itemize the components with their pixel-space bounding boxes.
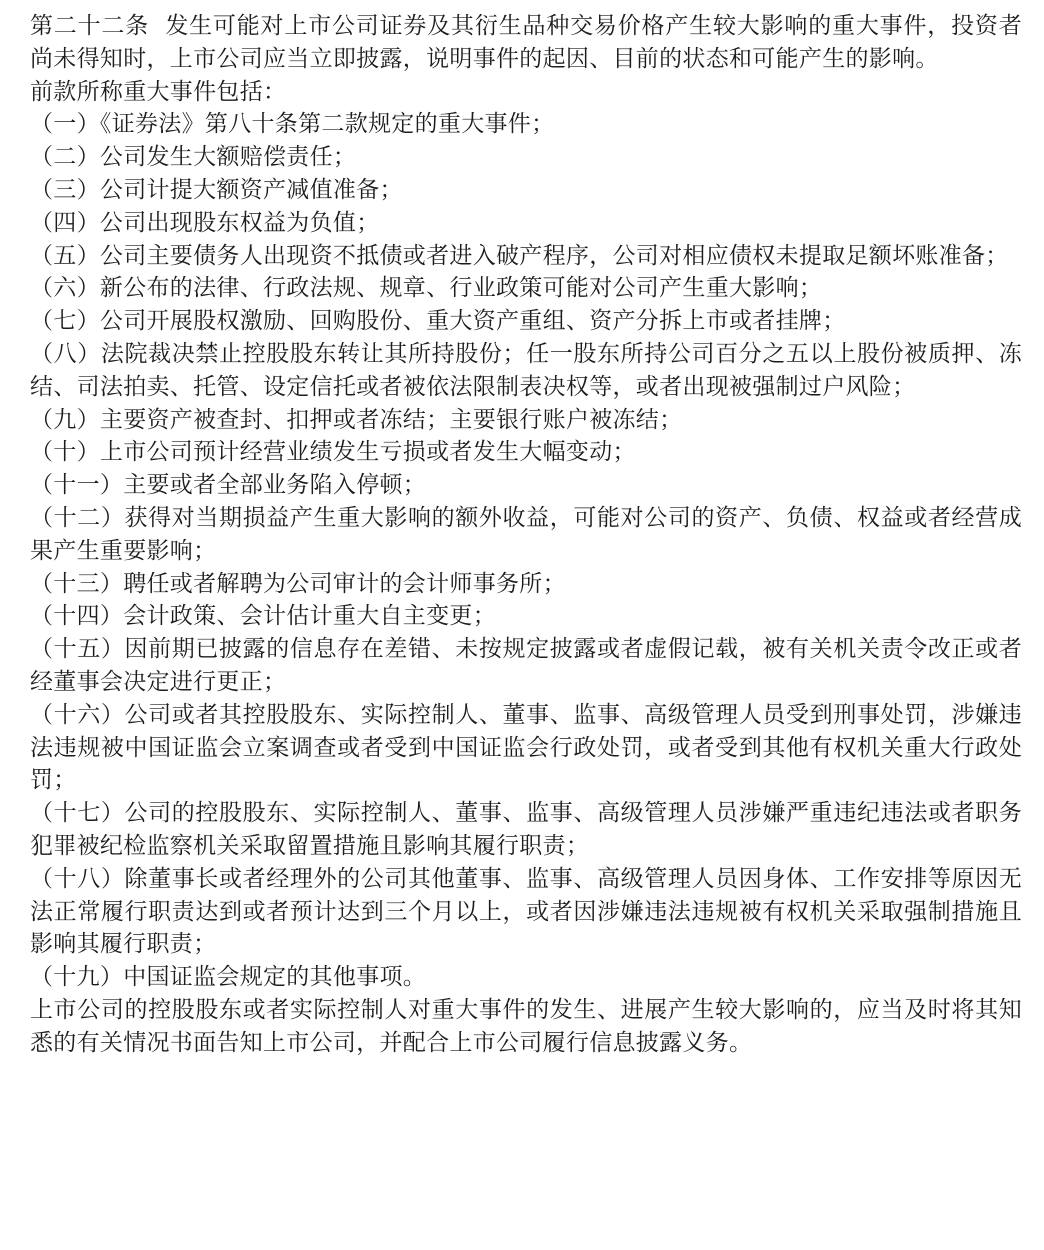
list-item <box>30 568 1022 601</box>
list-item-number: （六） <box>30 275 100 302</box>
list-item-text: 中国证监会规定的其他事项。 <box>123 964 427 991</box>
list-item <box>30 469 1022 502</box>
list-item-number: （八） <box>30 340 101 367</box>
document-body <box>30 10 1022 1060</box>
list-item <box>30 272 1022 305</box>
list-item-text: 会计政策、会计估计重大自主变更； <box>123 603 497 630</box>
list-item-number: （三） <box>30 176 100 203</box>
list-item-number: （七） <box>30 308 100 335</box>
list-item-text: 《证券法》第八十条第二款规定的重大事件； <box>99 111 555 138</box>
list-item <box>30 305 1022 338</box>
list-lead: 前款所称重大事件包括： <box>30 78 287 105</box>
list-item-text: 公司发生大额赔偿责任； <box>99 144 357 171</box>
list-item <box>30 338 1022 404</box>
list-item-number: （十） <box>30 439 100 466</box>
list-item-text: 公司开展股权激励、回购股份、重大资产重组、资产分拆上市或者挂牌； <box>99 308 846 335</box>
list-item-number: （十三） <box>30 570 124 597</box>
event-list <box>30 108 1022 994</box>
list-item <box>30 863 1022 961</box>
list-item-number: （一） <box>30 111 100 138</box>
list-item-text: 公司或者其控股股东、实际控制人、董事、监事、高级管理人员受到刑事处罚，涉嫌违法违规被中国证监会立案调查或者受到中国证监会行政处罚，或者受到其他有权机关重大行政处罚； <box>30 701 1022 794</box>
list-item-number: （四） <box>30 209 100 236</box>
list-item <box>30 699 1022 797</box>
list-item <box>30 502 1022 568</box>
closing-paragraph: 上市公司的控股股东或者实际控制人对重大事件的发生、进展产生较大影响的，应当及时将其知悉的有关情况书面告知上市公司，并配合上市公司履行信息披露义务。 <box>30 996 1022 1056</box>
list-item-text: 聘任或者解聘为公司审计的会计师事务所； <box>123 570 566 597</box>
list-item <box>30 108 1022 141</box>
list-item-text: 法院裁决禁止控股股东转让其所持股份；任一股东所持公司百分之五以上股份被质押、冻结、司法拍卖、托管、设定信托或者被依法限制表决权等，或者出现被强制过户风险； <box>30 340 1023 400</box>
list-item-number: （十一） <box>30 472 124 499</box>
list-item <box>30 141 1022 174</box>
list-item <box>30 207 1022 240</box>
article-intro <box>30 10 1022 76</box>
list-item-number: （十五） <box>30 636 125 663</box>
list-item-text: 公司的控股股东、实际控制人、董事、监事、高级管理人员涉嫌严重违纪违法或者职务犯罪被纪检监察机关采取留置措施且影响其履行职责； <box>30 800 1022 859</box>
list-item-number: （二） <box>30 144 100 171</box>
list-item <box>30 404 1022 437</box>
list-item-text: 获得对当期损益产生重大影响的额外收益，可能对公司的资产、负债、权益或者经营成果产生重要影响； <box>30 504 1022 564</box>
list-item-number: （十四） <box>30 603 124 630</box>
list-item-text: 上市公司预计经营业绩发生亏损或者发生大幅变动； <box>99 439 636 466</box>
list-item <box>30 633 1022 699</box>
list-item-text: 因前期已披露的信息存在差错、未按规定披露或者虚假记载，被有关机关责令改正或者经董事会决定进行更正； <box>30 636 1022 695</box>
list-item-text: 主要或者全部业务陷入停顿； <box>123 472 427 499</box>
list-item-number: （十七） <box>30 800 125 827</box>
list-item-number: （十六） <box>30 701 125 728</box>
list-item-number: （十二） <box>30 504 125 531</box>
article-intro-text: 发生可能对上市公司证券及其衍生品种交易价格产生较大影响的重大事件，投资者尚未得知时，上市公司应当立即披露，说明事件的起因、目前的状态和可能产生的影响。 <box>30 13 1022 72</box>
list-item-number: （九） <box>30 406 100 433</box>
list-item-number: （十九） <box>30 964 124 991</box>
list-item-text: 新公布的法律、行政法规、规章、行业政策可能对公司产生重大影响； <box>99 275 823 302</box>
list-item <box>30 961 1022 994</box>
list-item-number: （十八） <box>30 865 125 892</box>
list-item-text: 主要资产被查封、扣押或者冻结；主要银行账户被冻结； <box>99 406 683 433</box>
list-item <box>30 174 1022 207</box>
list-item <box>30 240 1022 273</box>
list-item <box>30 600 1022 633</box>
list-item-text: 公司计提大额资产减值准备； <box>99 176 403 203</box>
list-item <box>30 436 1022 469</box>
list-item-text: 公司主要债务人出现资不抵债或者进入破产程序，公司对相应债权未提取足额坏账准备； <box>99 242 1009 269</box>
list-item-text: 公司出现股东权益为负值； <box>99 209 380 236</box>
list-item-number: （五） <box>30 242 100 269</box>
article-heading: 第二十二条 <box>30 13 150 39</box>
list-item-text: 除董事长或者经理外的公司其他董事、监事、高级管理人员因身体、工作安排等原因无法正常履行职责达到或者预计达到三个月以上，或者因涉嫌违法违规被有权机关采取强制措施且影响其履行职责； <box>30 865 1022 958</box>
list-item <box>30 797 1022 863</box>
